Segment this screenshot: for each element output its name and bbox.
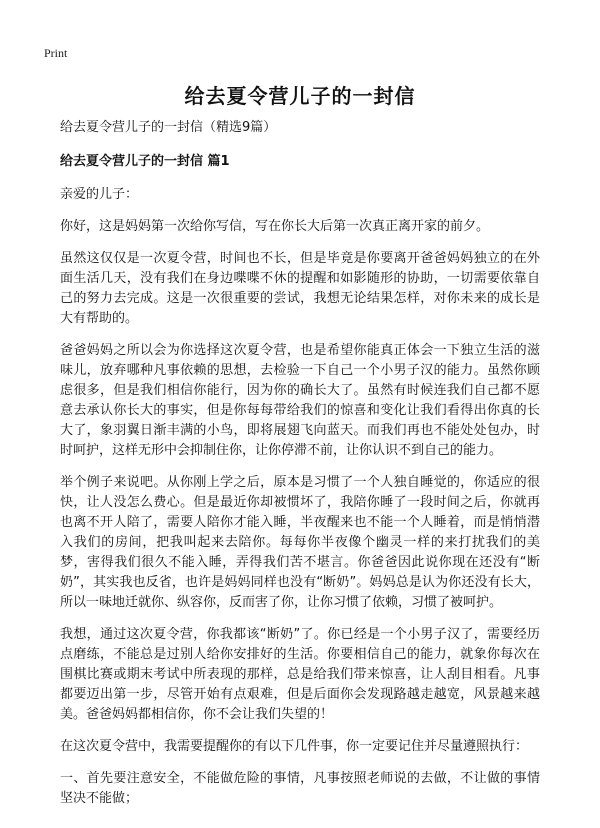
paragraph: 你好，这是妈妈第一次给你写信，写在你长大后第一次真正离开家的前夕。: [60, 219, 490, 234]
paragraph: 在这次夏令营中，我需要提醒你的有以下几件事，你一定要记住并尽量遵照执行：: [60, 739, 529, 754]
paragraph: 爸爸妈妈之所以会为你选择这次夏令营，也是希望你能真正体会一下独立生活的滋味儿，放弃哪种凡事依赖的思想，去检验一下自己一个小男子汉的能力。虽然你顾虑很多，但是我们相信你能行，因为你的确长大了。虽然有时候连我们自己都不愿意去承认你长大的事实，但是你每每带给我们的惊喜和变化让我们看得出你真的长大了，象羽翼日渐丰满的小鸟，即将展翅飞向蓝天。而我们再也不能处处包办，时时呵护，这样无形中会抑制住你，让你停滞不前，让你认识不到自己的能力。: [60, 343, 540, 458]
print-link[interactable]: Print: [44, 46, 68, 60]
paragraph: 一、首先要注意安全，不能做危险的事情，凡事按照老师说的去做，不让做的事情坚决不能做；: [60, 771, 540, 806]
paragraph: 举个例子来说吧。从你刚上学之后，原本是习惯了一个人独自睡觉的，你适应的很快，让人没怎么费心。但是最近你却被惯坏了，我陪你睡了一段时间之后，你就再也离不开人陪了，需要人陪你才能入睡，半夜醒来也不能一个人睡着，而是悄悄潜入我们的房间，把我叫起来去陪你。每每你半夜像个幽灵一样的来打扰我们的美梦，害得我们很久不能入睡，弄得我们苦不堪言。你爸爸因此说你现在还没有“断奶”，其实我也反省，也许是妈妈同样也没有“断奶”。妈妈总是认为你还没有长大，所以一味地迁就你、纵容你，反而害了你，让你习惯了依赖，习惯了被呵护。: [60, 475, 540, 610]
document-title: 给去夏令营儿子的一封信: [184, 84, 416, 108]
section-heading: 给去夏令营儿子的一封信 篇1: [60, 154, 230, 169]
paragraph: 我想，通过这次夏令营，你我都该“断奶”了。你已经是一个小男子汉了，需要经历点磨练，不能总是过别人给你安排好的生活。你要相信自己的能力，就象你每次在围棋比赛或期末考试中所表现的那样，总是给我们带来惊喜，让人刮目相看。凡事都要迈出第一步，尽管开始有点艰难，但是后面你会发现路越走越宽，风景越来越美。爸爸妈妈都相信你，你不会让我们失望的！: [60, 627, 540, 722]
document-body: [60, 118, 540, 821]
paragraph-greeting: 亲爱的儿子：: [60, 187, 139, 202]
document-subtitle: 给去夏令营儿子的一封信（精选9篇）: [60, 120, 277, 135]
paragraph: 虽然这仅仅是一次夏令营，时间也不长，但是毕竟是你要离开爸爸妈妈独立的在外面生活几天，没有我们在身边喋喋不休的提醒和如影随形的协助，一切需要依靠自己的努力去完成。这是一次很重要的尝试，我想无论结果怎样，对你未来的成长是大有帮助的。: [60, 251, 540, 326]
